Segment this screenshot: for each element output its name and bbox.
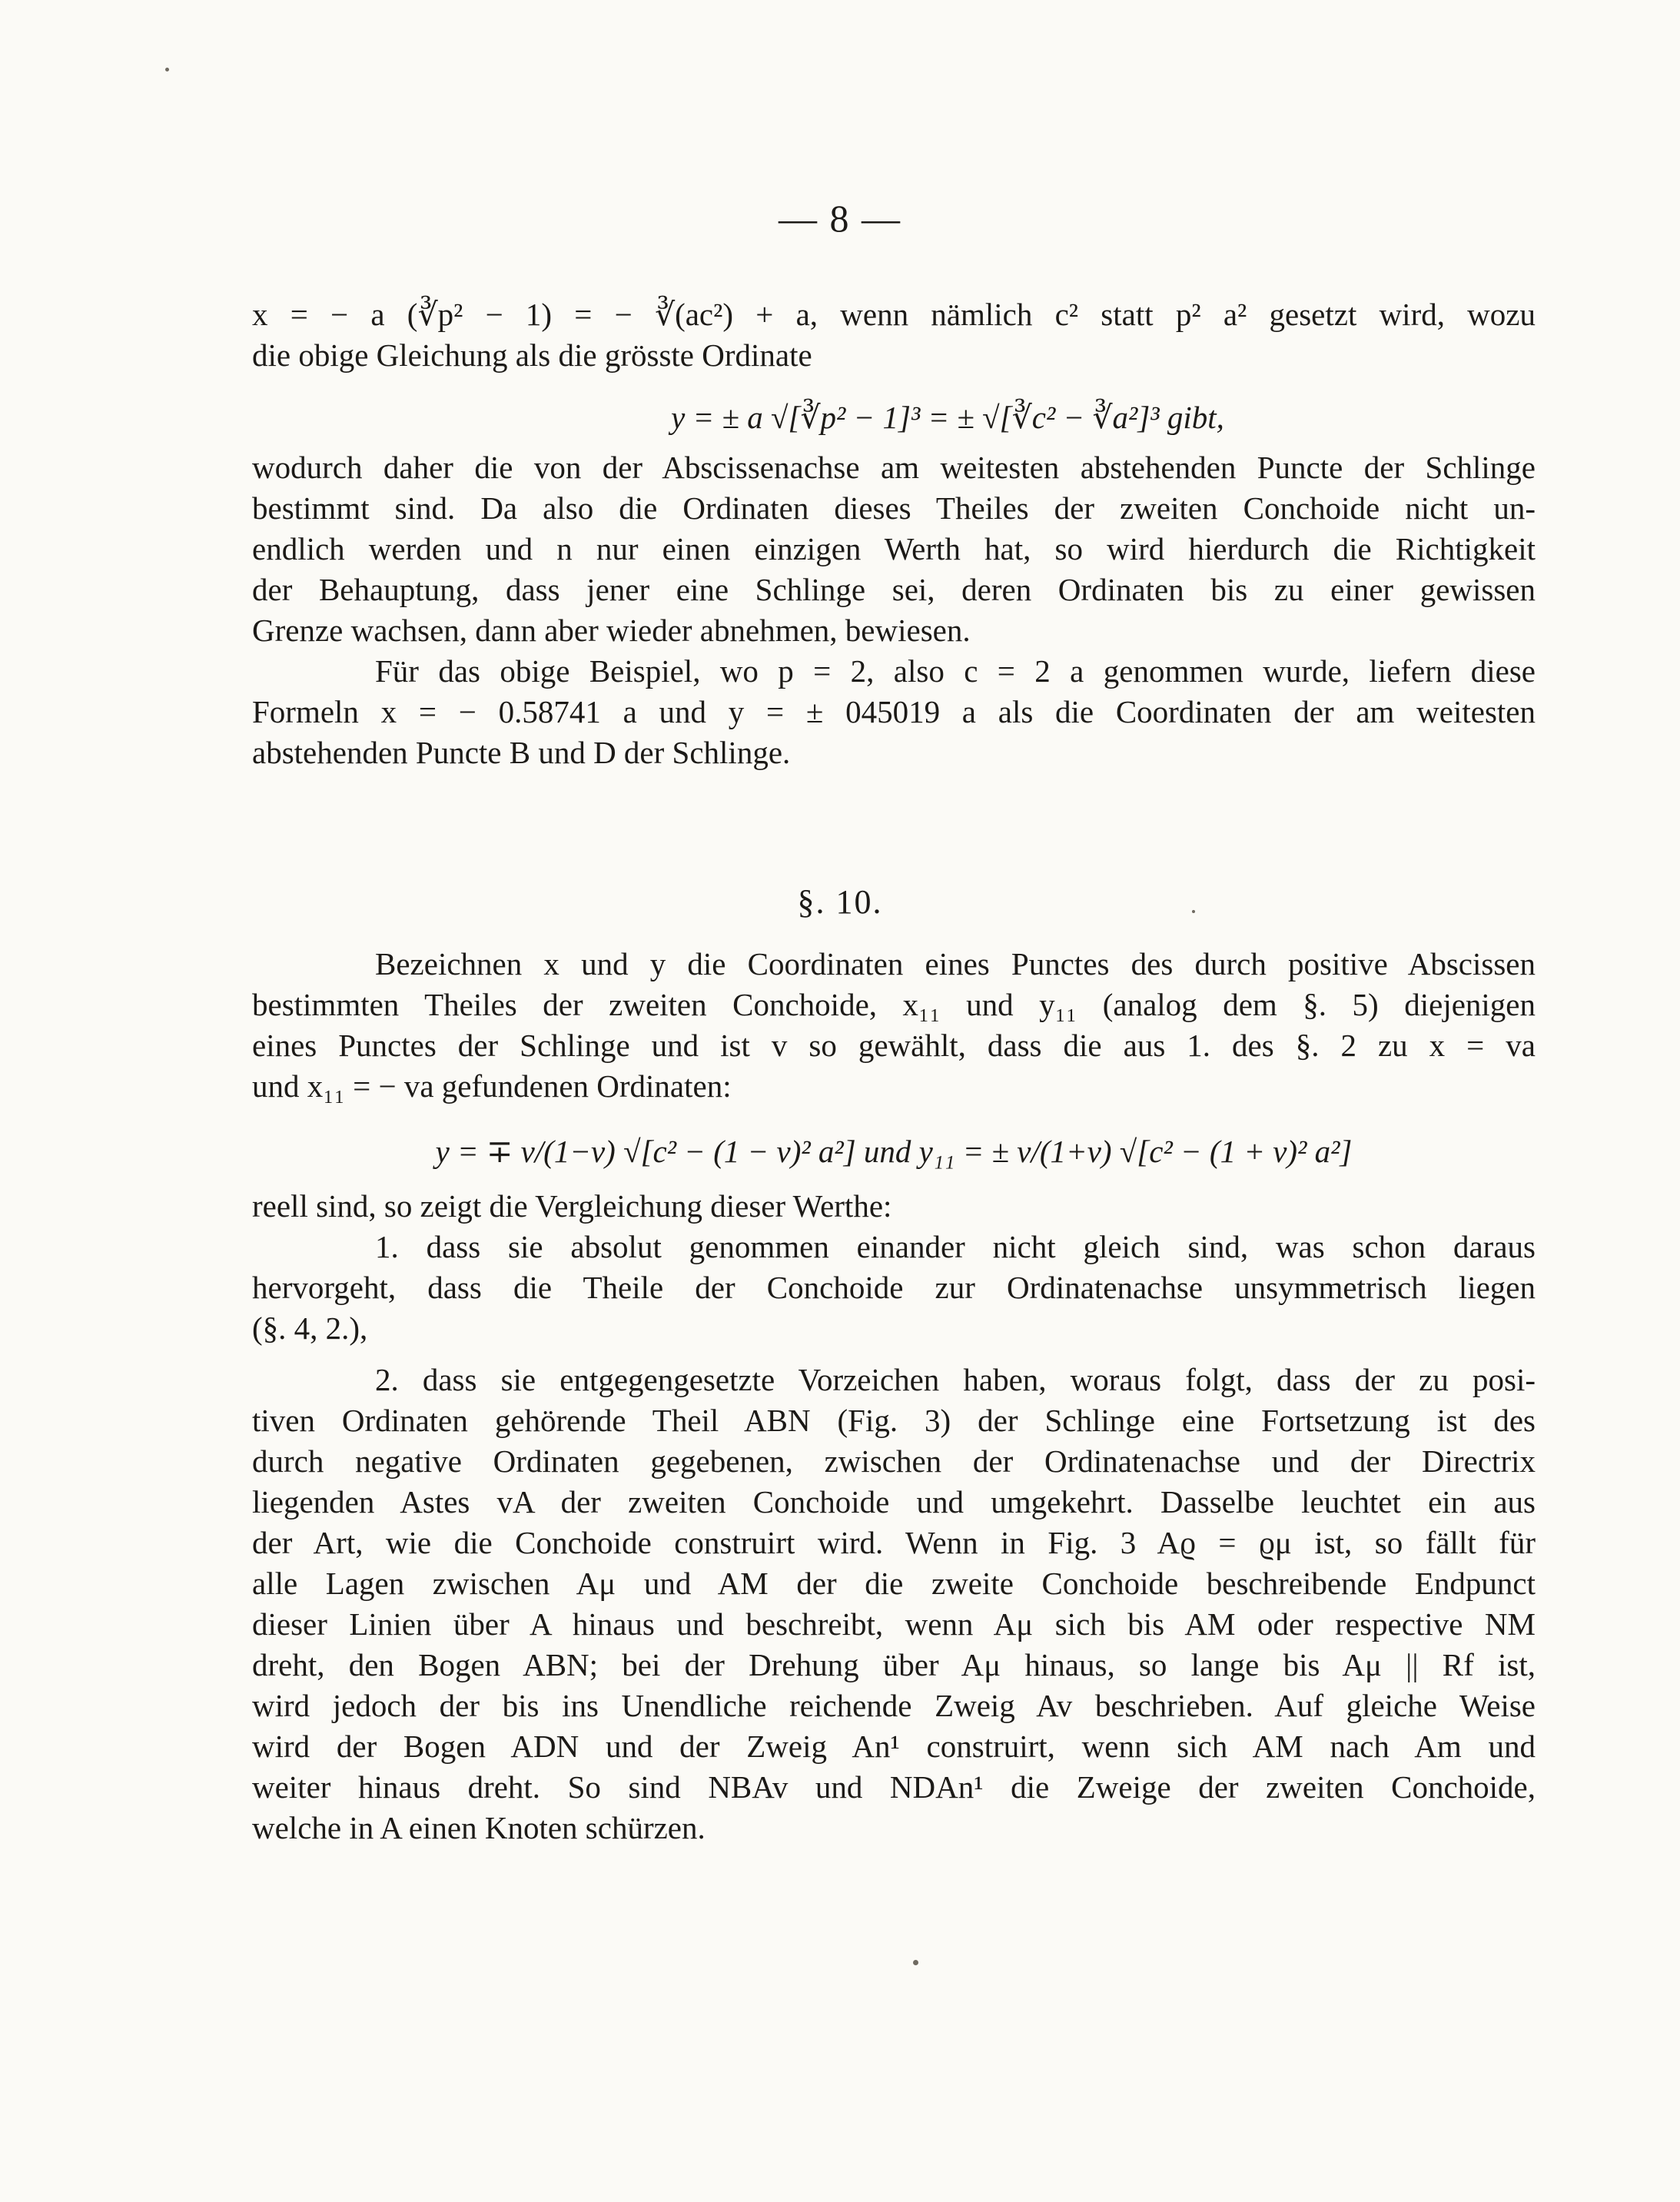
text-line: wodurch daher die von der Abscissenachse am weitesten abstehenden Puncte der Schlinge [252,450,1536,485]
text-line: weiter hinaus dreht. So sind NBAv und NDAn¹ die Zweige der zweiten Conchoide, [252,1769,1536,1805]
paper-speck [913,1960,918,1965]
text-line: Für das obige Beispiel, wo p = 2, also c = 2 a genommen wurde, liefern diese [375,653,1536,689]
text-line: abstehenden Puncte B und D der Schlinge. [252,735,791,770]
paragraph-block-1 [252,294,1536,773]
text-line: und x₁₁ = − va gefundenen Ordinaten: [252,1068,732,1104]
text-line: Bezeichnen x und y die Coordinaten eines Punctes des durch positive Abscissen [375,946,1536,981]
text-line: eines Punctes der Schlinge und ist v so gewählt, dass die aus 1. des §. 2 zu x = va [252,1028,1536,1063]
text-line: (§. 4, 2.), [252,1310,368,1346]
paper-speck [1192,910,1195,913]
text-line: dreht, den Bogen ABN; bei der Drehung über Aμ hinaus, so lange bis Aμ || Rf ist, [252,1647,1536,1682]
formula-max-ordinate: y = ± a √[∛p² − 1]³ = ± √[∛c² − ∛a²]³ gibt, [671,400,1224,435]
text-line: wird der Bogen ADN und der Zweig An¹ construirt, wenn sich AM nach Am und [252,1729,1536,1764]
text-line: durch negative Ordinaten gegebenen, zwischen der Ordinatenachse und der Directrix [252,1443,1536,1479]
text-line: die obige Gleichung als die grösste Ordinate [252,337,812,373]
text-line: reell sind, so zeigt die Vergleichung dieser Werthe: [252,1188,892,1224]
text-line: Formeln x = − 0.58741 a und y = ± 045019 a als die Coordinaten der am weitesten [252,694,1536,729]
section-heading: §. 10. [797,883,883,921]
text-line: der Behauptung, dass jener eine Schlinge sei, deren Ordinaten bis zu einer gewissen [252,572,1536,607]
formula-ordinates: y = ∓ v/(1−v) √[c² − (1 − v)² a²] und y₁₁ = ± v/(1+v) √[c² − (1 + v)² a²] [435,1134,1353,1169]
text-line: tiven Ordinaten gehörende Theil ABN (Fig. 3) der Schlinge eine Fortsetzung ist des [252,1403,1536,1438]
paper-speck [165,68,169,71]
text-line: der Art, wie die Conchoide construirt wird. Wenn in Fig. 3 Aϱ = ϱμ ist, so fällt für [252,1525,1536,1560]
text-line: hervorgeht, dass die Theile der Conchoide zur Ordinatenachse unsymmetrisch liegen [252,1270,1536,1305]
text-line: bestimmten Theiles der zweiten Conchoide, x₁₁ und y₁₁ (analog dem §. 5) diejenigen [252,987,1536,1022]
paragraph-block-2 [252,944,1536,1848]
text-line: wird jedoch der bis ins Unendliche reichende Zweig Av beschrieben. Auf gleiche Weise [252,1688,1536,1723]
page-number: — 8 — [779,197,901,240]
text-line: welche in A einen Knoten schürzen. [252,1810,706,1845]
text-line: alle Lagen zwischen Aμ und AM der die zweite Conchoide beschreibende Endpunct [252,1566,1536,1601]
text-line: dieser Linien über A hinaus und beschreibt, wenn Aμ sich bis AM oder respective NM [252,1606,1536,1642]
text-line: x = − a (∛p² − 1) = − ∛(ac²) + a, wenn nämlich c² statt p² a² gesetzt wird, wozu [252,297,1536,332]
text-line: Grenze wachsen, dann aber wieder abnehmen, bewiesen. [252,613,971,648]
text-line: bestimmt sind. Da also die Ordinaten dieses Theiles der zweiten Conchoide nicht un- [252,490,1536,526]
text-line: liegenden Astes vA der zweiten Conchoide und umgekehrt. Dasselbe leuchtet ein aus [252,1484,1536,1519]
text-line: endlich werden und n nur einen einzigen Werth hat, so wird hierdurch die Richtigkeit [252,531,1536,566]
text-line: 1. dass sie absolut genommen einander nicht gleich sind, was schon daraus [375,1229,1536,1264]
text-line: 2. dass sie entgegengesetzte Vorzeichen haben, woraus folgt, dass der zu posi- [375,1362,1536,1397]
